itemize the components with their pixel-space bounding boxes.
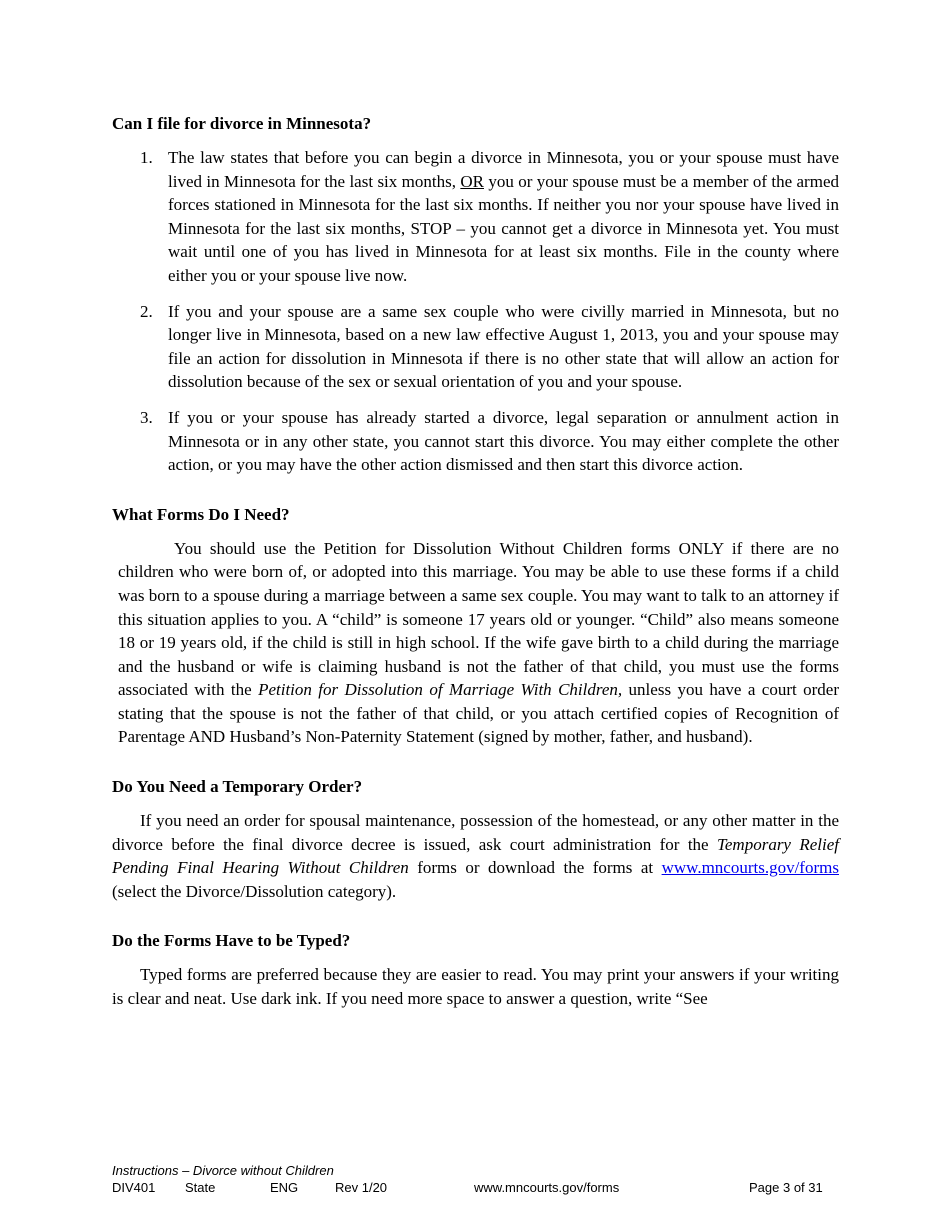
heading-temporary-order: Do You Need a Temporary Order? (112, 777, 363, 797)
heading-typed-forms: Do the Forms Have to be Typed? (112, 931, 351, 951)
paragraph-text: You should use the Petition for Dissolution Without Children forms ONLY if there are no children who were born of, or adopted into this marriage. You may be able to use these forms if a child was born to a spouse during a marriage between a same sex couple. You may want to talk to an attorney if this situation applies to you. A “child” is someone 17 years old or younger. “Child” also means someone 18 or 19 years old, if the child is still in high school. If the wife gave birth to a child during the marriage and the husband or wife is claiming husband is not the father of that child, you must use the forms associated with the (118, 538, 839, 700)
paragraph-what-forms (112, 537, 839, 749)
italic-form-title: Petition for Dissolution of Marriage With Children, (258, 680, 623, 700)
paragraph-temporary-order (112, 809, 839, 903)
item-text: If you and your spouse are a same sex couple who were civilly married in Minnesota, but no longer live in Minnesota, based on a new law effective August 1, 2013, you and your spouse may file an action for dissolution in Minnesota if there is no other state that will allow an action for dissolution because of the sex or sexual orientation of you and your spouse. (168, 301, 839, 392)
footer-row (112, 1179, 852, 1196)
item-text-part: The law states that before you can begin a divorce in Minnesota, you or your spouse must have lived in Minnesota for the last six months, (168, 148, 839, 191)
list-item (112, 406, 839, 477)
heading-what-forms: What Forms Do I Need? (112, 504, 290, 524)
list-item (112, 146, 839, 288)
item-text-part: you or your spouse must be a member of the armed forces stationed in Minnesota for the last six months. If neither you nor your spouse have lived in Minnesota for the last six months, STOP – you cannot get a divorce in Minnesota yet. You must wait until one of you has lived in Minnesota for at least six months. File in the county where either you or your spouse live now. (168, 171, 839, 285)
list-number: 2. (140, 301, 153, 321)
heading-can-i-file: Can I file for divorce in Minnesota? (112, 114, 372, 133)
paragraph-text: forms or download the forms at (408, 858, 662, 878)
underlined-or: OR (460, 171, 484, 191)
list-number: 1. (140, 148, 153, 167)
paragraph-text: unless you have a court order stating that the spouse is not the father of that child, or you attach certified copies of Recognition of Parentage AND Husband’s Non-Paternity Statement (signed by mother, father, and husband). (118, 680, 839, 747)
page-footer (112, 1162, 852, 1196)
footer-jurisdiction: State (185, 1180, 216, 1195)
eligibility-list (112, 146, 839, 477)
list-item (112, 300, 839, 394)
footer-title: Instructions – Divorce without Children (112, 1163, 334, 1178)
paragraph-text: (select the Divorce/Dissolution category). (112, 881, 397, 901)
mncourts-forms-link[interactable]: www.mncourts.gov/forms (661, 858, 839, 878)
footer-revision: Rev 1/20 (335, 1180, 388, 1195)
italic-form-title: Temporary Relief Pending Final Hearing Without Children (112, 834, 839, 878)
document-page (112, 112, 839, 1037)
paragraph-typed-forms: Typed forms are preferred because they are easier to read. You may print your answers if your writing is clear and neat. Use dark ink. If you need more space to answer a question, write “See (112, 965, 839, 1009)
item-text: If you or your spouse has already started a divorce, legal separation or annulment action in Minnesota or in any other state, you cannot start this divorce. You may either complete the other action, or you may have the other action dismissed and then start this divorce action. (168, 407, 839, 475)
paragraph-text: If you need an order for spousal maintenance, possession of the homestead, or any other matter in the divorce before the final divorce decree is issued, ask court administration for the (112, 811, 839, 854)
footer-form-id: DIV401 (112, 1180, 156, 1195)
footer-page-number: Page 3 of 31 (749, 1180, 823, 1195)
footer-language: ENG (270, 1180, 299, 1195)
footer-website: www.mncourts.gov/forms (474, 1180, 620, 1195)
list-number: 3. (140, 407, 153, 427)
